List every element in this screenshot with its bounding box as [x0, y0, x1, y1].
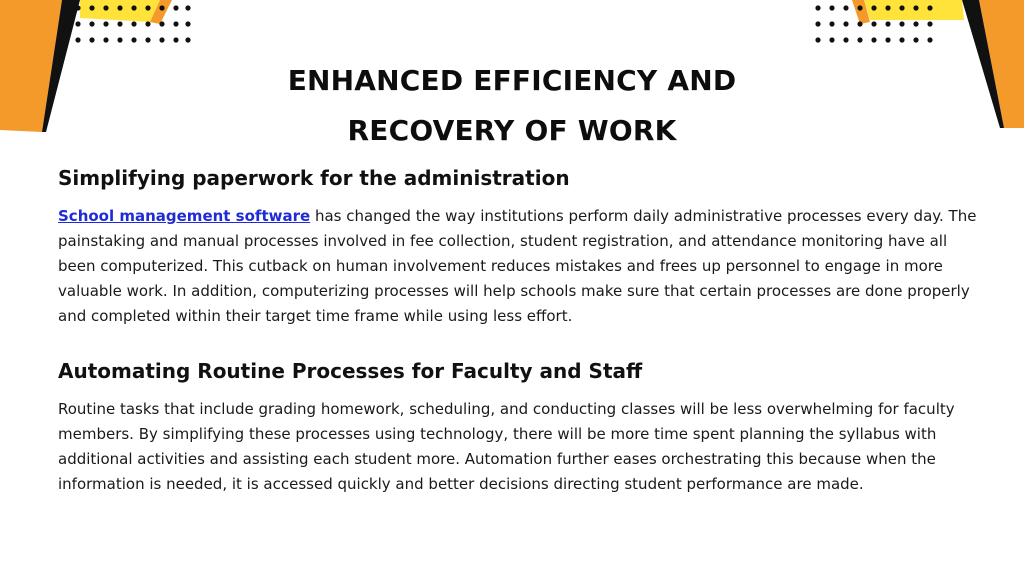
title-line-2: RECOVERY OF WORK [347, 114, 677, 147]
section-heading-administration: Simplifying paperwork for the administration [58, 166, 570, 190]
section-administration [58, 164, 978, 329]
section-automation [58, 357, 978, 497]
section-body-text-administration: has changed the way institutions perform daily administrative processes every day. The painstaking and manual processes involved in fee collection, student registration, and attendance monitoring have all been computerized. This cutback on human involvement reduces mistakes and frees up personnel to engage in more valuable work. In addition, computerizing processes will help schools make sure that certain processes are done properly and completed within their target time frame while using less effort. [58, 207, 977, 325]
school-management-software-link[interactable]: School management software [58, 207, 311, 225]
section-heading-automation: Automating Routine Processes for Faculty and Staff [58, 359, 643, 383]
section-body-automation: Routine tasks that include grading homework, scheduling, and conducting classes will be less overwhelming for faculty members. By simplifying these processes using technology, there will be more time spent planning the syllabus with additional activities and assisting each student more. Automation further eases orchestrating this because when the information is needed, it is accessed quickly and better decisions directing student performance are made. [58, 400, 955, 493]
section-body-administration [58, 204, 978, 329]
title-line-1: ENHANCED EFFICIENCY AND [287, 64, 737, 97]
page-title [0, 56, 1024, 156]
